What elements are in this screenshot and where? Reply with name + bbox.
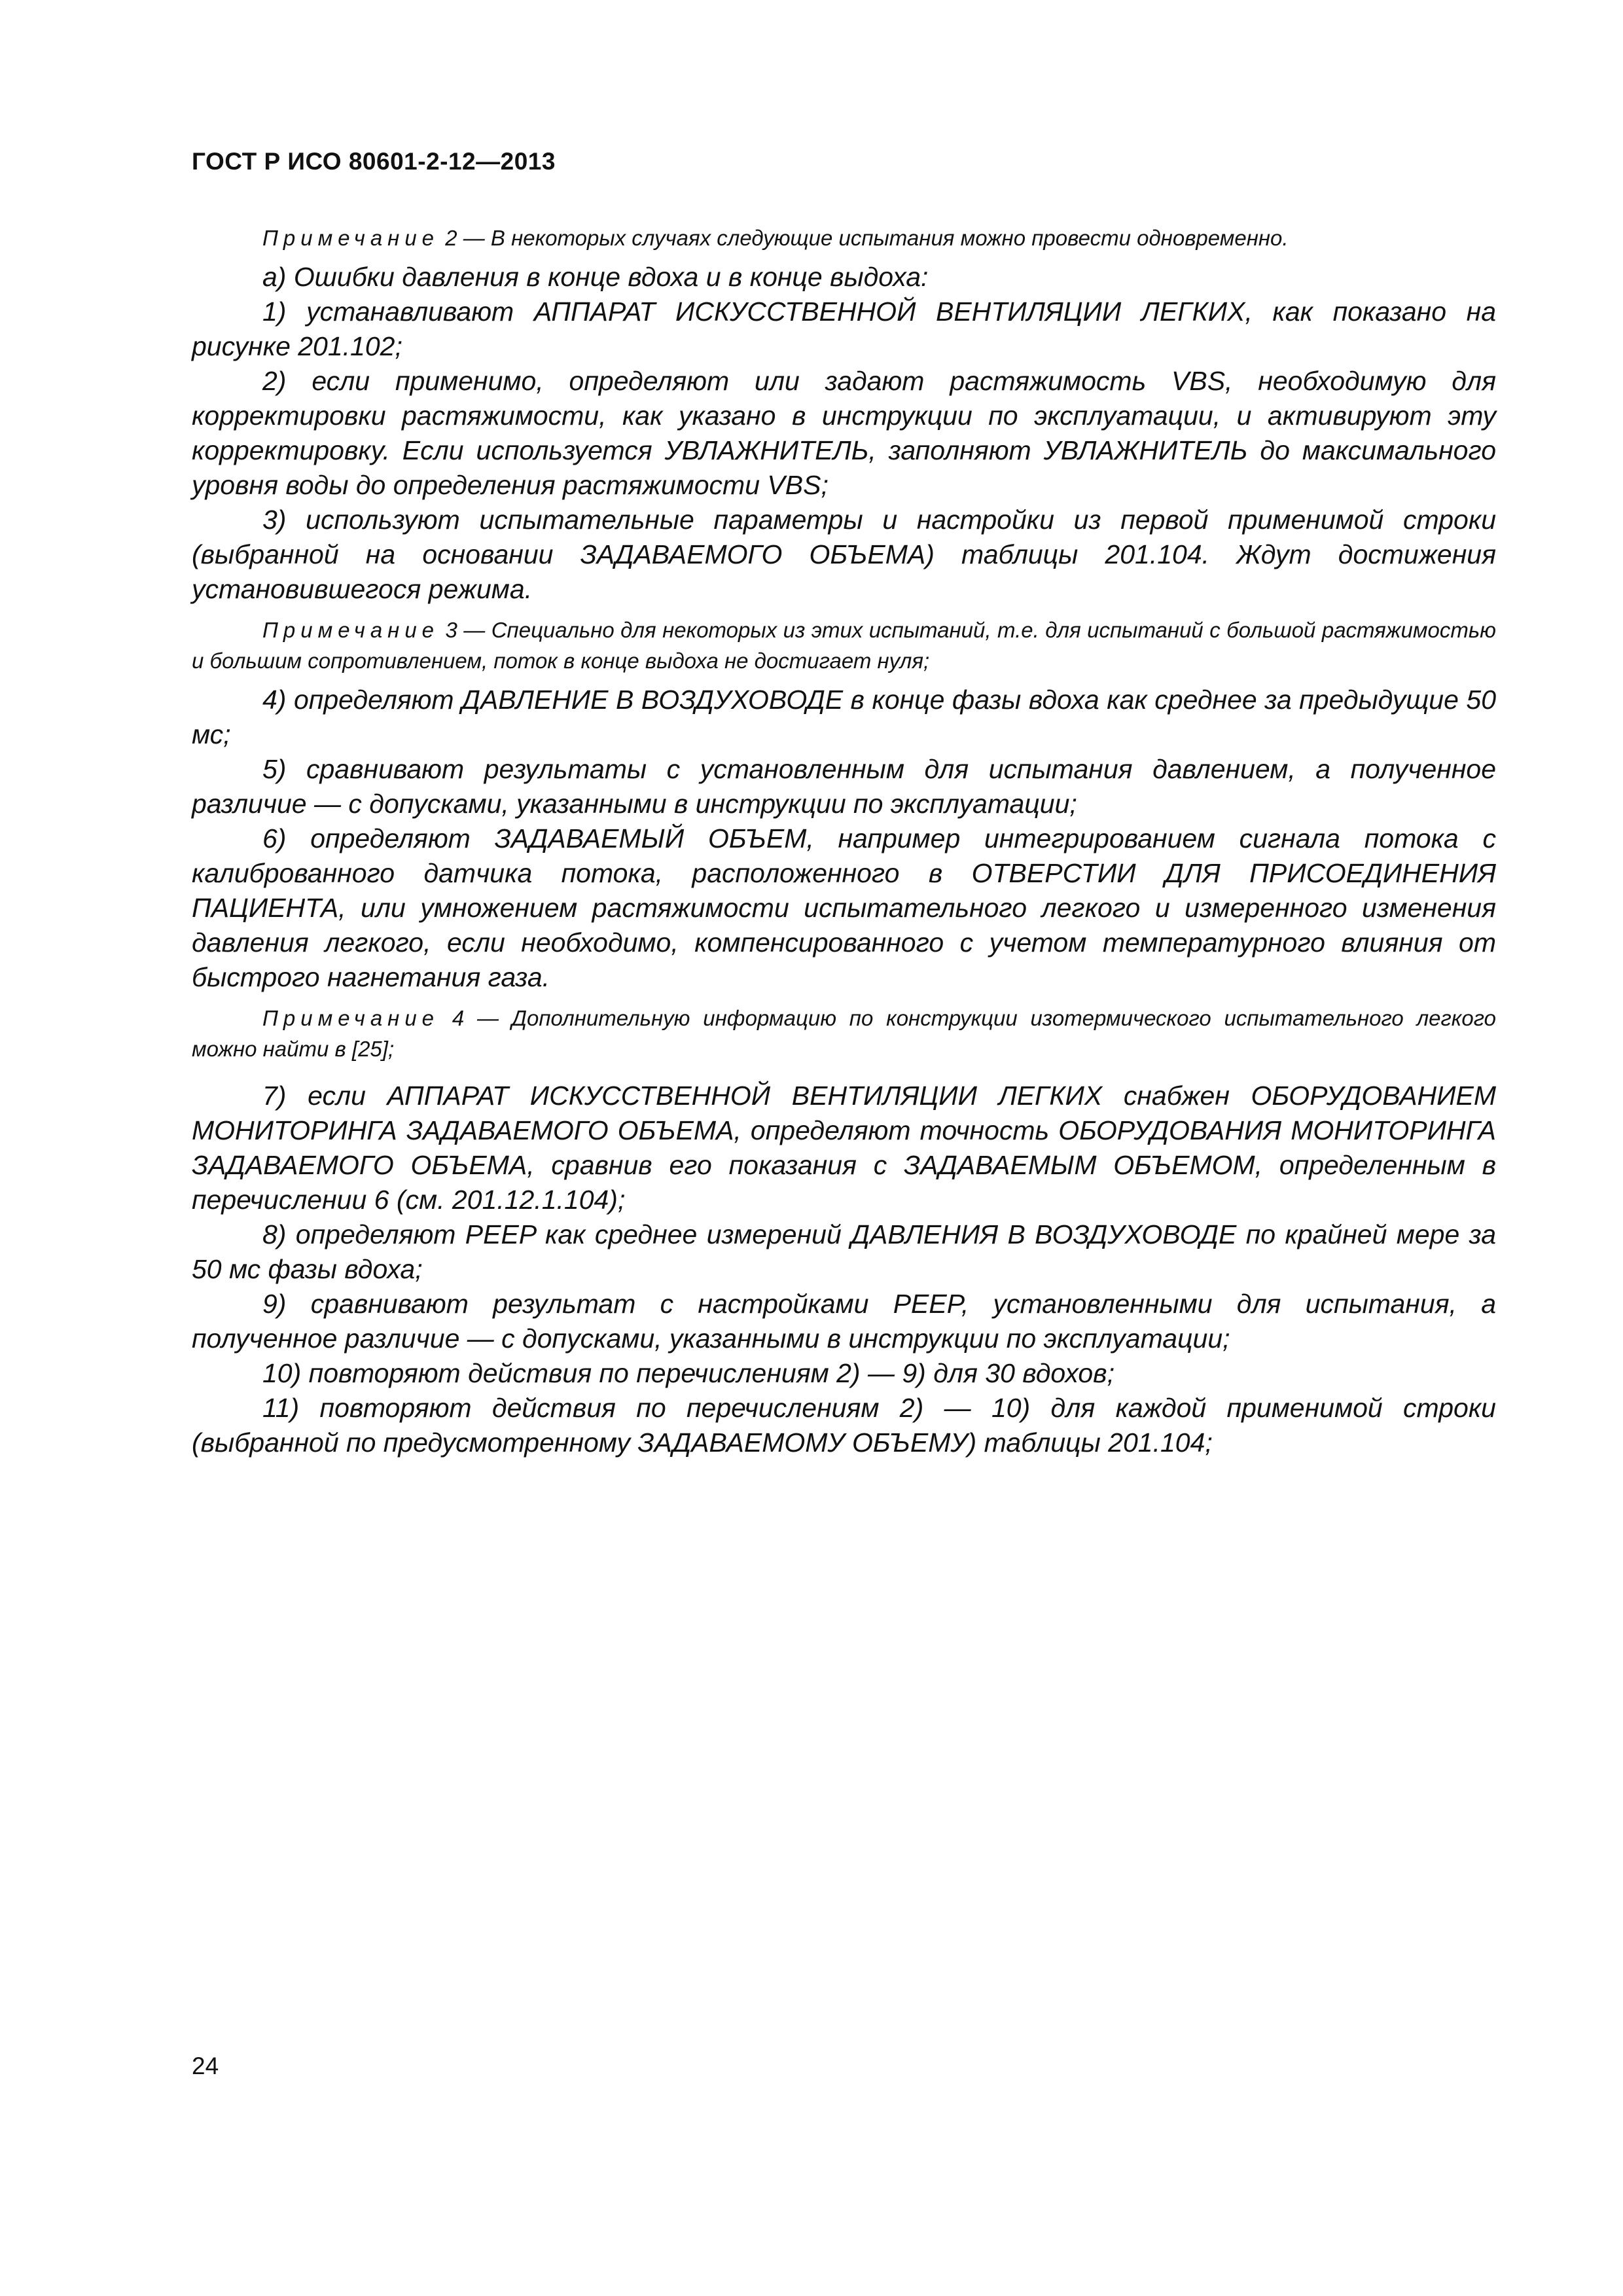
list-item-5: 5) сравнивают результаты с установленным для испытания давлением, а полученное различие — с допусками, указанными в инструкции по эксплуатации; bbox=[192, 754, 1496, 819]
list-item-3: 3) используют испытательные параметры и настройки из первой применимой строки (выбранной на основании ЗАДАВАЕМОГО ОБЪЕМА) таблицы 201.104. Ждут достижения установившегося режима. bbox=[192, 505, 1496, 604]
note-text: 2 — В некоторых случаях следующие испытания можно провести одновременно. bbox=[439, 226, 1289, 250]
note-label: Примечание bbox=[262, 226, 440, 250]
list-item-8: 8) определяют PEEP как среднее измерений ДАВЛЕНИЯ В ВОЗДУХОВОДЕ по крайней мере за 50 мс фазы вдоха; bbox=[192, 1219, 1496, 1284]
list-item-4: 4) определяют ДАВЛЕНИЕ В ВОЗДУХОВОДЕ в конце фазы вдоха как среднее за предыдущие 50 мс; bbox=[192, 685, 1496, 749]
document-body bbox=[192, 223, 1496, 1460]
list-item-2: 2) если применимо, определяют или задают растяжимость VBS, необходимую для корректировки растяжимости, как указано в инструкции по эксплуатации, и активируют эту корректировку. Если используется УВЛАЖНИТЕЛЬ, заполняют УВЛАЖНИТЕЛЬ до максимального уровня воды до определения растяжимости VBS; bbox=[192, 366, 1496, 500]
list-item-6: 6) определяют ЗАДАВАЕМЫЙ ОБЪЕМ, например интегрированием сигнала потока с калиброванного датчика потока, расположенного в ОТВЕРСТИИ ДЛЯ ПРИСОЕДИНЕНИЯ ПАЦИЕНТА, или умножением растяжимости испытательного легкого и измеренного изменения давления легкого, если необходимо, компенсированного с учетом температурного влияния от быстрого нагнетания газа. bbox=[192, 823, 1496, 992]
note-text: 4 — Дополнительную информацию по конструкции изотермического испытательного легкого можно найти в [25]; bbox=[192, 1006, 1496, 1061]
note-text: 3 — Специально для некоторых из этих испытаний, т.е. для испытаний с большой растяжимостью и большим сопротивлением, поток в конце выдоха не достигает нуля; bbox=[192, 618, 1496, 673]
list-item-7: 7) если АППАРАТ ИСКУССТВЕННОЙ ВЕНТИЛЯЦИИ ЛЕГКИХ снабжен ОБОРУДОВАНИЕМ МОНИТОРИНГА ЗАДАВАЕМОГО ОБЪЕМА, определяют точность ОБОРУДОВАНИЯ МОНИТОРИНГА ЗАДАВАЕМОГО ОБЪЕМА, сравнив его показания с ЗАДАВАЕМЫМ ОБЪЕМОМ, определенным в перечислении 6 (см. 201.12.1.104); bbox=[192, 1081, 1496, 1215]
paragraph-a: а) Ошибки давления в конце вдоха и в конце выдоха: bbox=[262, 262, 929, 292]
document-code-header: ГОСТ Р ИСО 80601-2-12—2013 bbox=[192, 148, 556, 175]
list-item-1: 1) устанавливают АППАРАТ ИСКУССТВЕННОЙ ВЕНТИЛЯЦИИ ЛЕГКИХ, как показано на рисунке 201.102; bbox=[192, 296, 1496, 361]
note-3 bbox=[192, 615, 1496, 676]
note-4 bbox=[192, 1003, 1496, 1064]
note-label: Примечание bbox=[262, 618, 440, 642]
note-label: Примечание bbox=[262, 1006, 440, 1030]
list-item-11: 11) повторяют действия по перечислениям 2) — 10) для каждой применимой строки (выбранной по предусмотренному ЗАДАВАЕМОМУ ОБЪЕМУ) таблицы 201.104; bbox=[192, 1393, 1496, 1458]
list-item-9: 9) сравнивают результат с настройками PEEP, установленными для испытания, а полученное различие — с допусками, указанными в инструкции по эксплуатации; bbox=[192, 1289, 1496, 1354]
note-2 bbox=[192, 223, 1496, 253]
page-number: 24 bbox=[192, 2053, 219, 2079]
list-item-10: 10) повторяют действия по перечислениям 2) — 9) для 30 вдохов; bbox=[262, 1358, 1115, 1388]
